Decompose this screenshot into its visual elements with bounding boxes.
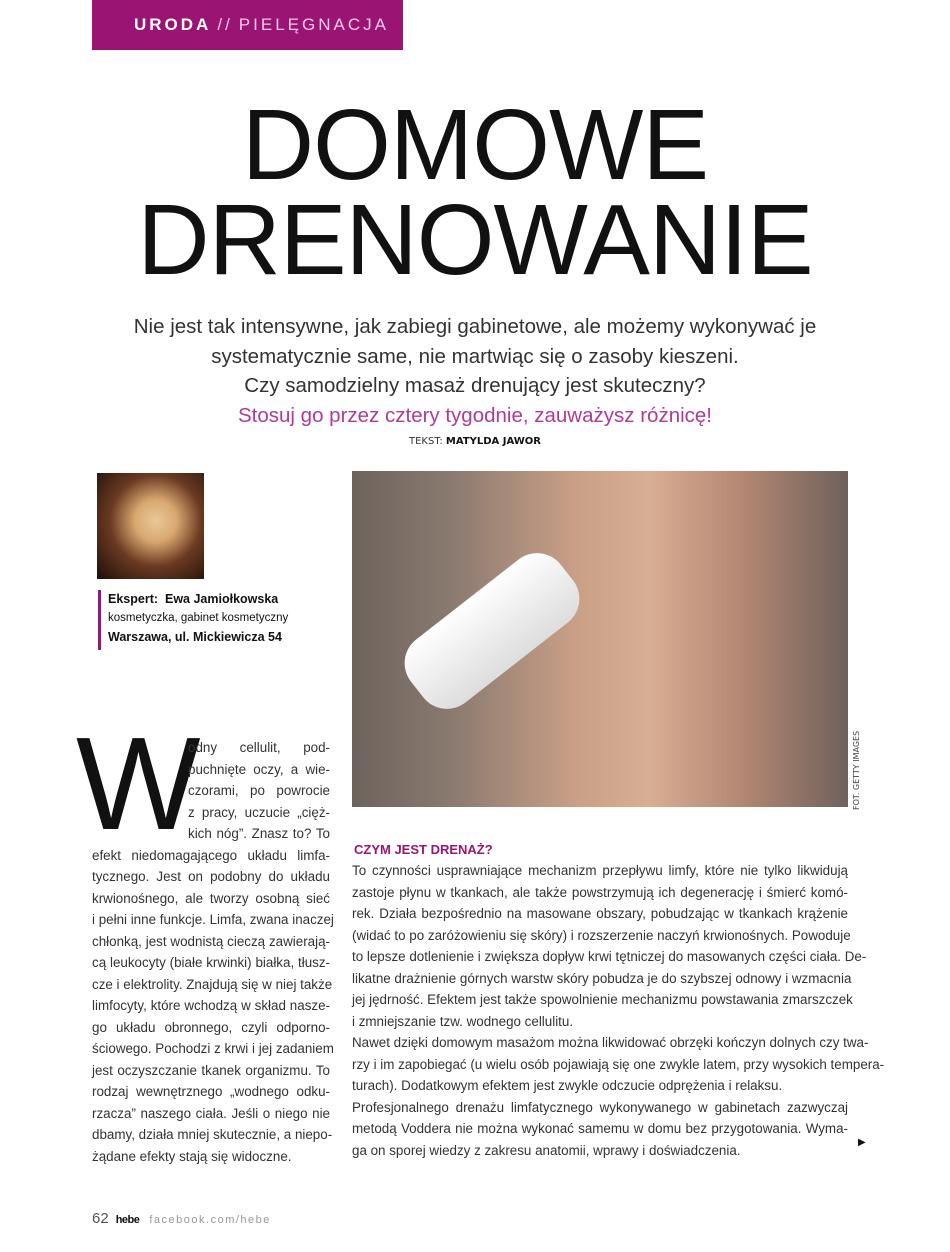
lead-line: Czy samodzielny masaż drenujący jest skuteczny? (244, 374, 706, 397)
text-line: metodą Voddera nie można wykonać samemu w domu bez przygotowania. Wyma- (352, 1121, 848, 1136)
text-line: go układu obronnego, czyli odporno- (92, 1019, 330, 1035)
expert-role: kosmetyczka, gabinet kosmetyczny (108, 612, 289, 624)
page-number: 62 (92, 1210, 109, 1227)
section-separator: // (217, 15, 233, 34)
expert-box (98, 590, 288, 650)
text-line: zastoje płynu w tkankach, ale także powstrzymują ich degenerację i śmierć komó- (352, 884, 848, 900)
lead-highlight: Stosuj go przez cztery tygodnie, zauważysz różnicę! (238, 403, 712, 427)
expert-name: Ewa Jamiołkowska (164, 592, 279, 606)
text-line: puchnięte oczy, a wie- (188, 761, 330, 777)
section-subcategory: PIELĘGNACJA (238, 15, 389, 34)
text-line: i zmniejszanie tzw. wodnego cellulitu. (352, 1013, 574, 1029)
text-line: Profesjonalnego drenażu limfatycznego wykonywanego w gabinetach zazwyczaj (352, 1099, 848, 1115)
credit-author: MATYLDA JAWOR (445, 436, 542, 447)
text-line: ściowego. Pochodzi z krwi i jej zadaniem (92, 1041, 334, 1056)
text-line: jest oczyszczanie tkanek organizmu. To (92, 1062, 330, 1078)
expert-label: Ekspert: (108, 592, 159, 606)
text-line: efekt niedomagającego układu limfa- (92, 847, 330, 863)
text-line: dbamy, działa mniej skutecznie, a niepo- (92, 1127, 333, 1142)
article-photo (352, 471, 848, 807)
text-line: cze i elektrolity. Znajdują się w niej także (92, 976, 333, 992)
title-line-2: DRENOWANIE (137, 184, 813, 296)
text-line: rek. Działa bezpośrednio na masowane obszary, pobudzając w tkankach krążenie (352, 906, 848, 921)
right-column-text (352, 860, 885, 1161)
text-line: tycznego. Jest on podobny do układu (92, 869, 330, 884)
lotion-bottle-image (393, 541, 592, 721)
left-column-text (92, 737, 334, 1167)
section-heading: CZYM JEST DRENAŻ? (354, 842, 493, 857)
text-line: jej jędrność. Efektem jest także spowolnienie mechanizmu powstawania zmarszczek (352, 992, 853, 1007)
article-lead (0, 312, 950, 430)
facebook-link[interactable]: facebook.com/hebe (149, 1214, 271, 1226)
text-line: żądane efekty stają się widoczne. (92, 1148, 292, 1164)
section-category: URODA (134, 15, 212, 34)
text-line: kich nóg”. Znasz to? To (188, 826, 330, 841)
magazine-logo: hebe (115, 1214, 140, 1226)
article-title (0, 89, 950, 296)
text-line: chłonką, jest wodnistą cieczą zawierają- (92, 933, 330, 949)
expert-portrait (97, 473, 204, 579)
continue-arrow-icon: ▶ (858, 1137, 866, 1148)
text-line: odny cellulit, pod- (188, 740, 330, 755)
expert-address: Warszawa, ul. Mickiewicza 54 (108, 630, 282, 644)
drop-cap: W (76, 710, 201, 857)
text-line: ga on sporej wiedzy z zakresu anatomii, wprawy i doświadczenia. (352, 1142, 741, 1158)
text-line: Nawet dzięki domowym masażom można likwidować obrzęki kończyn dolnych czy twa- (352, 1035, 869, 1050)
text-line: To czynności usprawniające mechanizm przepływu limfy, które nie tylko likwidują (352, 863, 848, 878)
title-line-1: DOMOWE (241, 89, 709, 201)
lead-line: Nie jest tak intensywne, jak zabiegi gabinetowe, ale możemy wykonywać je (133, 315, 817, 338)
text-line: i pełni inne funkcje. Limfa, zwana inaczej (92, 912, 334, 927)
lead-line: systematycznie same, nie martwiąc się o zasoby kieszeni. (211, 344, 739, 368)
text-line: z pracy, uczucie „cięż- (188, 804, 330, 820)
credit-label: TEKST: (408, 436, 443, 447)
text-line: limfocyty, które wchodzą w skład nasze- (92, 998, 330, 1013)
text-line: rodzaj wewnętrznego „wodnego odku- (92, 1084, 330, 1099)
text-line: rzy i im zapobiegać (u wielu osób pojawiają się one zwykle latem, przy wysokich tempera- (352, 1056, 885, 1072)
author-credit (0, 436, 950, 447)
text-line: likatne drażnienie górnych warstw skóry pobudza je do szybszej odnowy i wzmacnia (352, 970, 852, 986)
section-header (92, 0, 403, 50)
photo-credit: FOT. GETTY IMAGES (852, 730, 861, 810)
text-line: rzacza” naszego ciała. Jeśli o niego nie (92, 1105, 330, 1121)
text-line: turach). Dodatkowym efektem jest zwykle odczucie odprężenia i relaksu. (352, 1078, 783, 1093)
page-footer (92, 1210, 271, 1227)
text-line: (widać to po zaróżowieniu się skóry) i rozszerzenie naczyń krwionośnych. Powoduje (352, 927, 851, 943)
text-line: cą leukocyty (białe krwinki) białka, tłusz- (92, 955, 330, 970)
text-line: krwionośnego, ale tworzy osobną sieć (92, 890, 330, 906)
text-line: czorami, po powrocie (188, 783, 330, 798)
text-line: to lepsze dotlenienie i zwiększa dopływ krwi tętniczej do masowanych części ciała. De- (352, 949, 867, 964)
